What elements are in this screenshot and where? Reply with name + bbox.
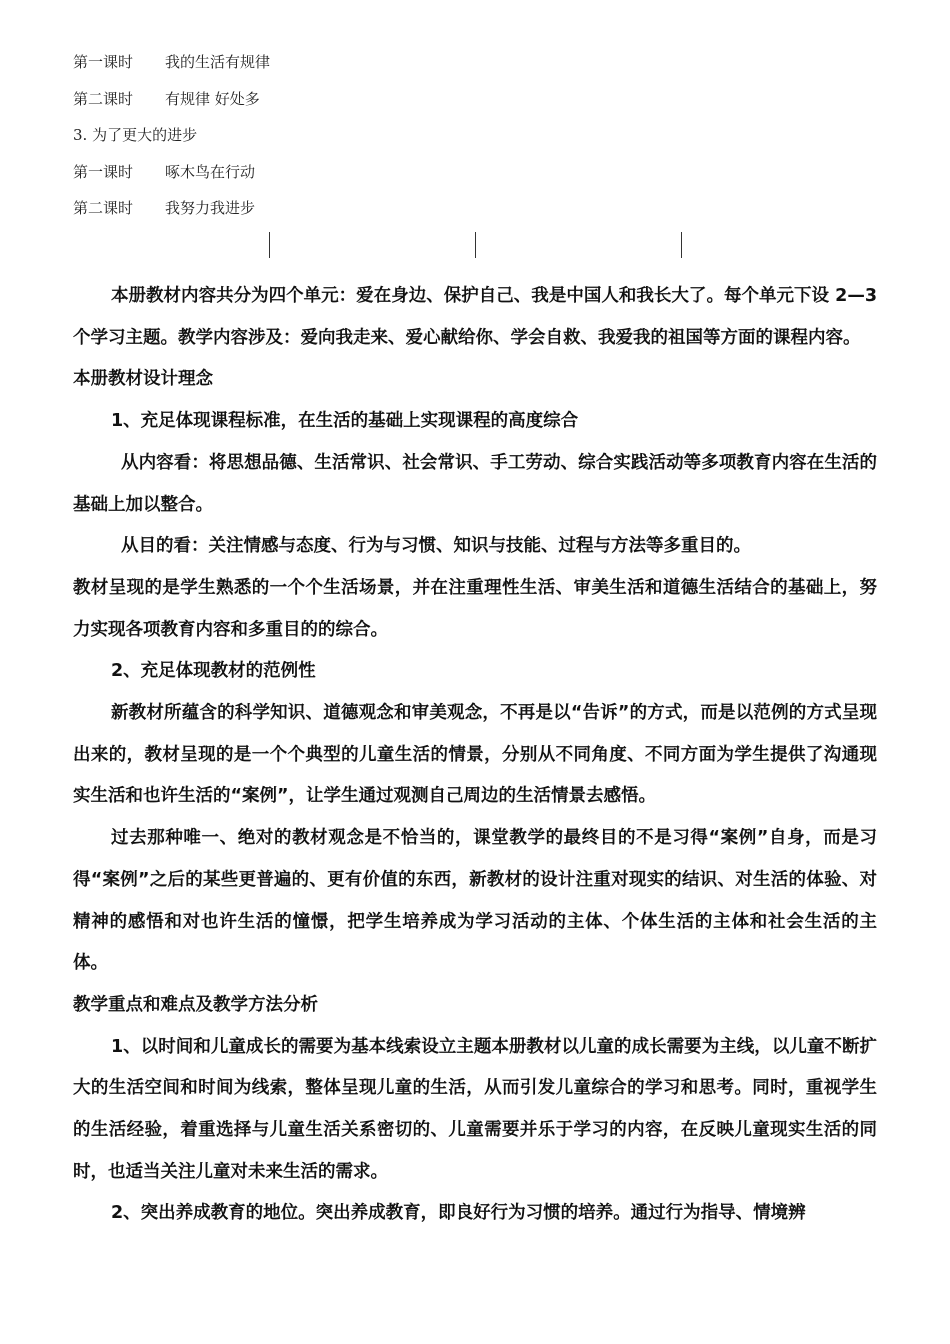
- toc-entry: [73, 44, 270, 81]
- paragraph-point-1-theme: 1、以时间和儿童成长的需要为基本线索设立主题本册教材以儿童的成长需要为主线，以儿童不断扩大的生活空间和时间为线索，整体呈现儿童的生活，从而引发儿童综合的学习和思考。同时，重视学生的生活经验，着重选择与儿童生活关系密切的、儿童需要并乐于学习的内容，在反映儿童现实生活的同时，也适当关注儿童对未来生活的需求。: [73, 1036, 877, 1182]
- table-column-dividers: [0, 232, 950, 258]
- section-heading-design-philosophy: 本册教材设计理念: [73, 369, 213, 390]
- paragraph-point-2-habits: 2、突出养成教育的地位。突出养成教育，即良好行为习惯的培养。通过行为指导、情境辨: [111, 1203, 806, 1224]
- toc-entry-title: 我努力我进步: [165, 199, 256, 217]
- toc-entry-label: 第二课时: [73, 89, 134, 108]
- column-divider: [269, 232, 270, 258]
- toc-entry-label: 第二课时: [73, 199, 134, 217]
- toc-unit-heading: [73, 117, 270, 154]
- column-divider: [475, 232, 476, 258]
- toc-entry: [73, 190, 270, 227]
- toc-entry-title: 有规律 好处多: [165, 89, 260, 108]
- toc-entry: [73, 81, 270, 118]
- toc-entry-title: 啄木鸟在行动: [165, 162, 256, 181]
- paragraph-past-concept: 过去那种唯一、绝对的教材观念是不恰当的，课堂教学的最终目的不是习得“案例”自身，而是习得“案例”之后的某些更普遍的、更有价值的东西，新教材的设计注重对现实的结识、对生活的体验、对精神的感悟和对也许生活的憧憬，把学生培养成为学习活动的主体、个体生活的主体和社会生活的主体。: [73, 828, 877, 974]
- toc-entry-label: 第一课时: [73, 162, 134, 181]
- paragraph-exemplary: 新教材所蕴含的科学知识、道德观念和审美观念，不再是以“告诉”的方式，而是以范例的方式呈现出来的，教材呈现的是一个个典型的儿童生活的情景，分别从不同角度、不同方面为学生提供了沟通现实生活和也许生活的“案例”，让学生通过观测自己周边的生活情景去感悟。: [73, 703, 877, 807]
- column-divider: [681, 232, 682, 258]
- subheading-point-2: 2、充足体现教材的范例性: [111, 661, 316, 682]
- document-body: [73, 276, 877, 1235]
- table-of-contents: [73, 44, 270, 227]
- toc-entry: [73, 154, 270, 191]
- paragraph-scenes: 教材呈现的是学生熟悉的一个个生活场景，并在注重理性生活、审美生活和道德生活结合的基础上，努力实现各项教育内容和多重目的的综合。: [73, 577, 877, 640]
- toc-unit-title: 3. 为了更大的进步: [73, 126, 198, 144]
- section-heading-key-points: 教学重点和难点及教学方法分析: [73, 994, 318, 1015]
- paragraph-overview: 本册教材内容共分为四个单元：爱在身边、保护自己、我是中国人和我长大了。每个单元下设 2—3 个学习主题。教学内容涉及：爱向我走来、爱心献给你、学会自救、我爱我的祖国等方面的课程内容。: [73, 286, 877, 348]
- subheading-point-1: 1、充足体现课程标准，在生活的基础上实现课程的高度综合: [111, 411, 579, 432]
- toc-entry-title: 我的生活有规律: [165, 53, 271, 71]
- toc-entry-label: 第一课时: [73, 53, 134, 71]
- paragraph-content-view: 从内容看：将思想品德、生活常识、社会常识、手工劳动、综合实践活动等多项教育内容在生活的基础上加以整合。: [73, 452, 877, 515]
- paragraph-goal-view: 从目的看：关注情感与态度、行为与习惯、知识与技能、过程与方法等多重目的。: [121, 536, 751, 557]
